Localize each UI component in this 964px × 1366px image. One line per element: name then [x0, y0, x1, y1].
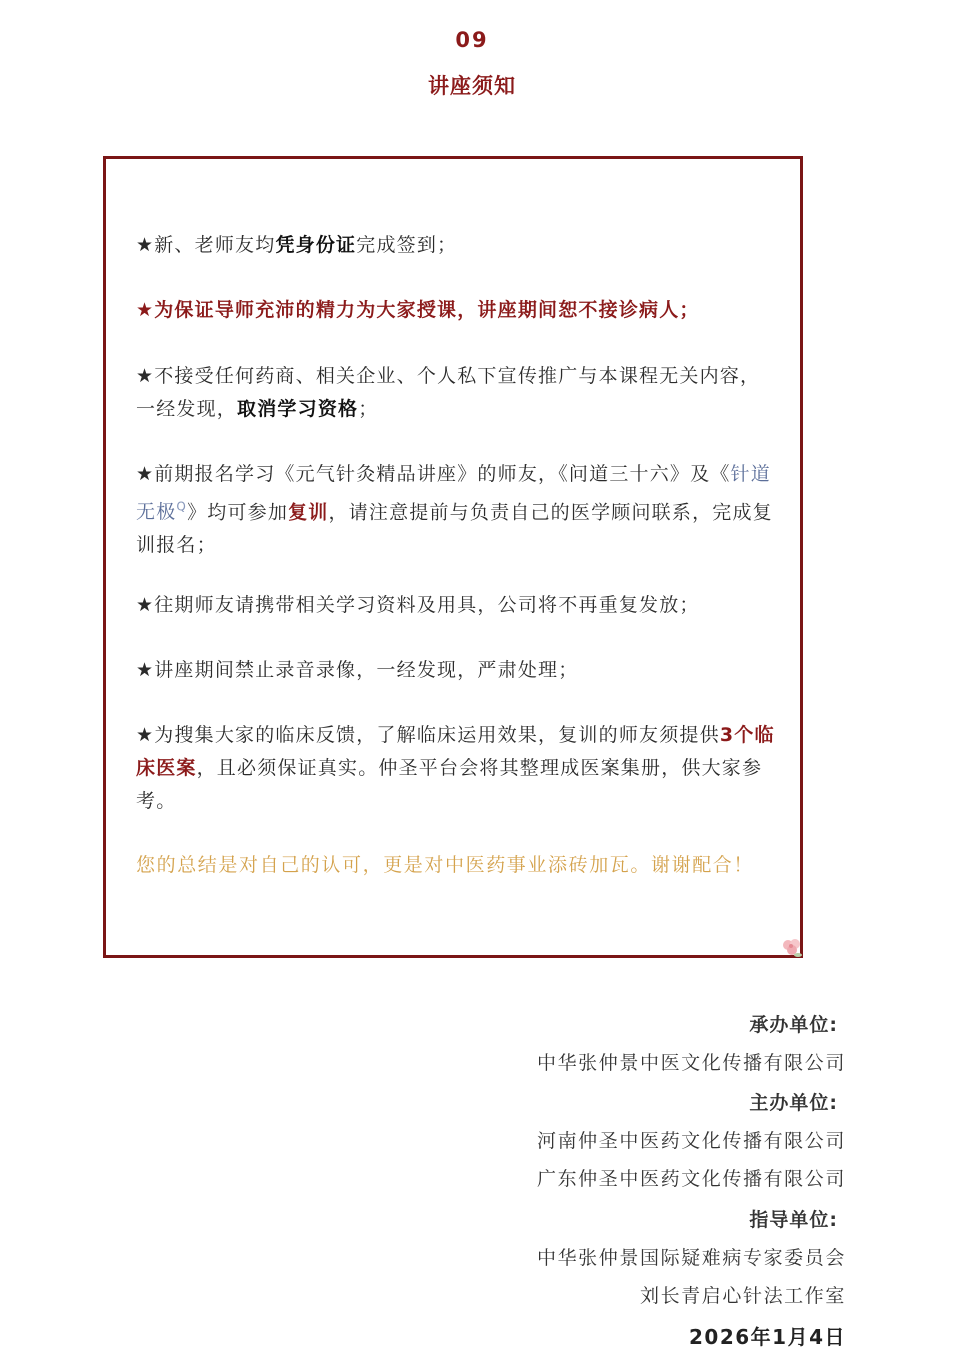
host-name: 广东仲圣中医药文化传播有限公司 [536, 1168, 846, 1190]
notice-item-highlight: 复训 [288, 501, 329, 524]
notice-item-text: ★前期报名学习《元气针灸精品讲座》的师友，《问道三十六》及《 [136, 463, 731, 485]
host-label: 主办单位: [749, 1092, 838, 1114]
guide-name: 中华张仲景国际疑难病专家委员会 [536, 1247, 846, 1269]
flower-icon [778, 934, 806, 962]
notice-item-materials: ★往期师友请携带相关学习资料及用具，公司将不再重复发放； [136, 594, 700, 616]
guide-name: 刘长青启心针法工作室 [639, 1285, 846, 1307]
notice-item-text: 完成签到； [356, 234, 458, 256]
notice-item-no-promotion [136, 360, 776, 426]
notice-item-id-checkin [136, 229, 776, 262]
notice-item-clinical-cases [136, 719, 776, 818]
section-number: 09 [455, 28, 489, 52]
notice-item-text: ★为搜集大家的临床反馈，了解临床运用效果，复训的师友须提供 [136, 724, 720, 746]
publish-date: 2026年1月4日 [689, 1325, 846, 1349]
section-title: 讲座须知 [428, 74, 516, 98]
course-link-text[interactable]: 针道无极 [136, 463, 771, 524]
notice-item-bold: 取消学习资格 [237, 398, 359, 420]
notice-item-text: ； [358, 398, 379, 420]
notice-item-bold: 凭身份证 [275, 234, 357, 256]
notice-item-retraining [136, 458, 776, 562]
search-icon[interactable]: Q [176, 500, 188, 514]
notice-item-text: ，请注意提前与负责自己的医学顾问联系，完成复训报名； [136, 501, 773, 557]
notice-item-text: ★不接受任何药商、相关企业、个人私下宣传推广与本课程无关内容，一经发现， [136, 365, 761, 420]
notice-item-text: ，且必须保证真实。仲圣平台会将其整理成医案集册，供大家参考。 [136, 757, 763, 812]
notice-item-text: 》均可参加 [187, 501, 289, 524]
host-name: 河南仲圣中医药文化传播有限公司 [536, 1130, 846, 1152]
notice-item-no-recording: ★讲座期间禁止录音录像，一经发现，严肃处理； [136, 659, 579, 681]
closing-line: 您的总结是对自己的认可，更是对中医药事业添砖加瓦。谢谢配合！ [136, 854, 755, 876]
organizer-label: 承办单位: [749, 1014, 838, 1036]
notice-item-no-consultation: ★为保证导师充沛的精力为大家授课，讲座期间恕不接诊病人； [136, 299, 700, 321]
notice-item-text: ★新、老师友均 [136, 234, 276, 256]
guide-label: 指导单位: [749, 1209, 838, 1231]
notice-item-highlight: 3个临床医案 [136, 724, 775, 779]
organizer-name: 中华张仲景中医文化传播有限公司 [536, 1052, 846, 1074]
